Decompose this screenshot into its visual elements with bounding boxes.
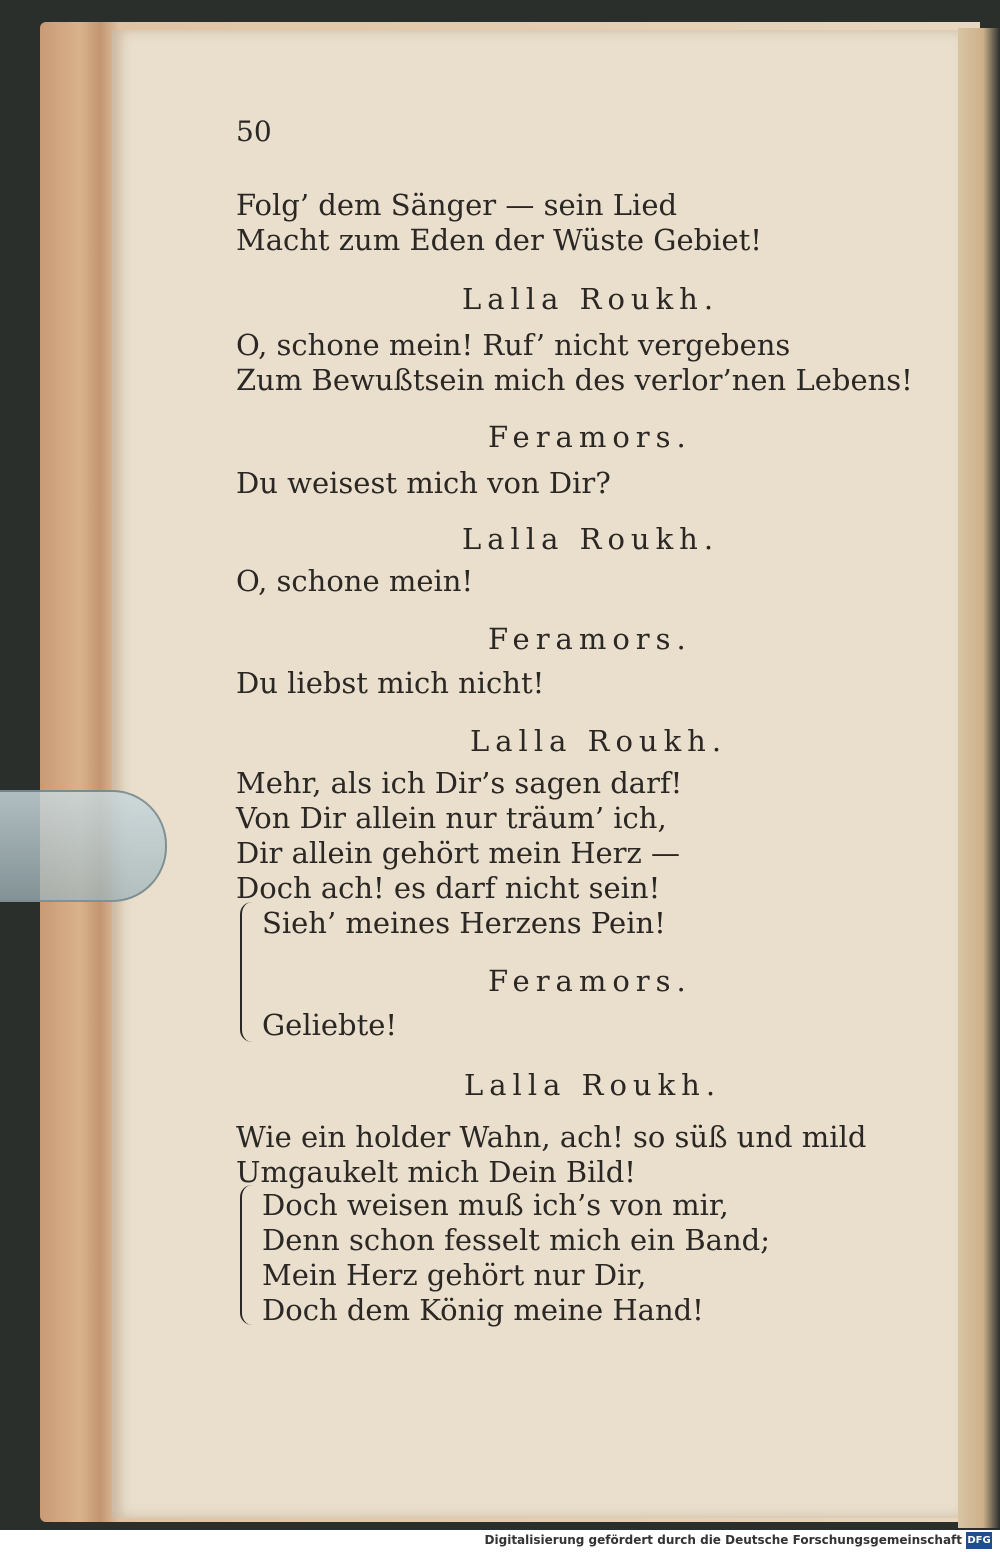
footer-credit: Digitalisierung gefördert durch die Deutsche Forschungsgemeinschaft bbox=[484, 1533, 962, 1547]
dfg-logo: DFG bbox=[966, 1532, 992, 1549]
text-line: Wie ein holder Wahn, ach! so süß und mild bbox=[236, 1120, 867, 1154]
digitization-footer bbox=[0, 1530, 1000, 1552]
speaker-label: Feramors. bbox=[488, 420, 692, 454]
text-line: Mehr, als ich Dir’s sagen darf! bbox=[236, 766, 683, 800]
brace-mark bbox=[240, 902, 256, 1042]
speaker-label: Lalla Roukh. bbox=[462, 522, 720, 556]
text-line: O, schone mein! Ruf’ nicht vergebens bbox=[236, 328, 791, 362]
text-line: Von Dir allein nur träum’ ich, bbox=[236, 801, 667, 835]
text-line: Du liebst mich nicht! bbox=[236, 666, 545, 700]
page-clip bbox=[0, 790, 167, 902]
text-line: Geliebte! bbox=[262, 1008, 398, 1042]
text-line: Denn schon fesselt mich ein Band; bbox=[262, 1223, 770, 1257]
page-number: 50 bbox=[236, 115, 272, 148]
speaker-label: Lalla Roukh. bbox=[464, 1068, 722, 1102]
text-line: Doch dem König meine Hand! bbox=[262, 1293, 704, 1327]
text-line: Umgaukelt mich Dein Bild! bbox=[236, 1155, 636, 1189]
speaker-label: Lalla Roukh. bbox=[470, 724, 728, 758]
text-line: Doch ach! es darf nicht sein! bbox=[236, 871, 661, 905]
text-line: Folg’ dem Sänger — sein Lied bbox=[236, 188, 678, 222]
speaker-label: Lalla Roukh. bbox=[462, 282, 720, 316]
facing-page-edge bbox=[958, 28, 1000, 1528]
text-line: Du weisest mich von Dir? bbox=[236, 466, 611, 500]
text-line: Mein Herz gehört nur Dir, bbox=[262, 1258, 647, 1292]
text-line: Doch weisen muß ich’s von mir, bbox=[262, 1188, 729, 1222]
text-line: O, schone mein! bbox=[236, 564, 474, 598]
text-line: Macht zum Eden der Wüste Gebiet! bbox=[236, 223, 762, 257]
brace-mark bbox=[240, 1185, 256, 1325]
text-line: Sieh’ meines Herzens Pein! bbox=[262, 906, 666, 940]
speaker-label: Feramors. bbox=[488, 964, 692, 998]
text-line: Zum Bewußtsein mich des verlor’nen Lebens! bbox=[236, 363, 913, 397]
text-line: Dir allein gehört mein Herz — bbox=[236, 836, 681, 870]
speaker-label: Feramors. bbox=[488, 622, 692, 656]
